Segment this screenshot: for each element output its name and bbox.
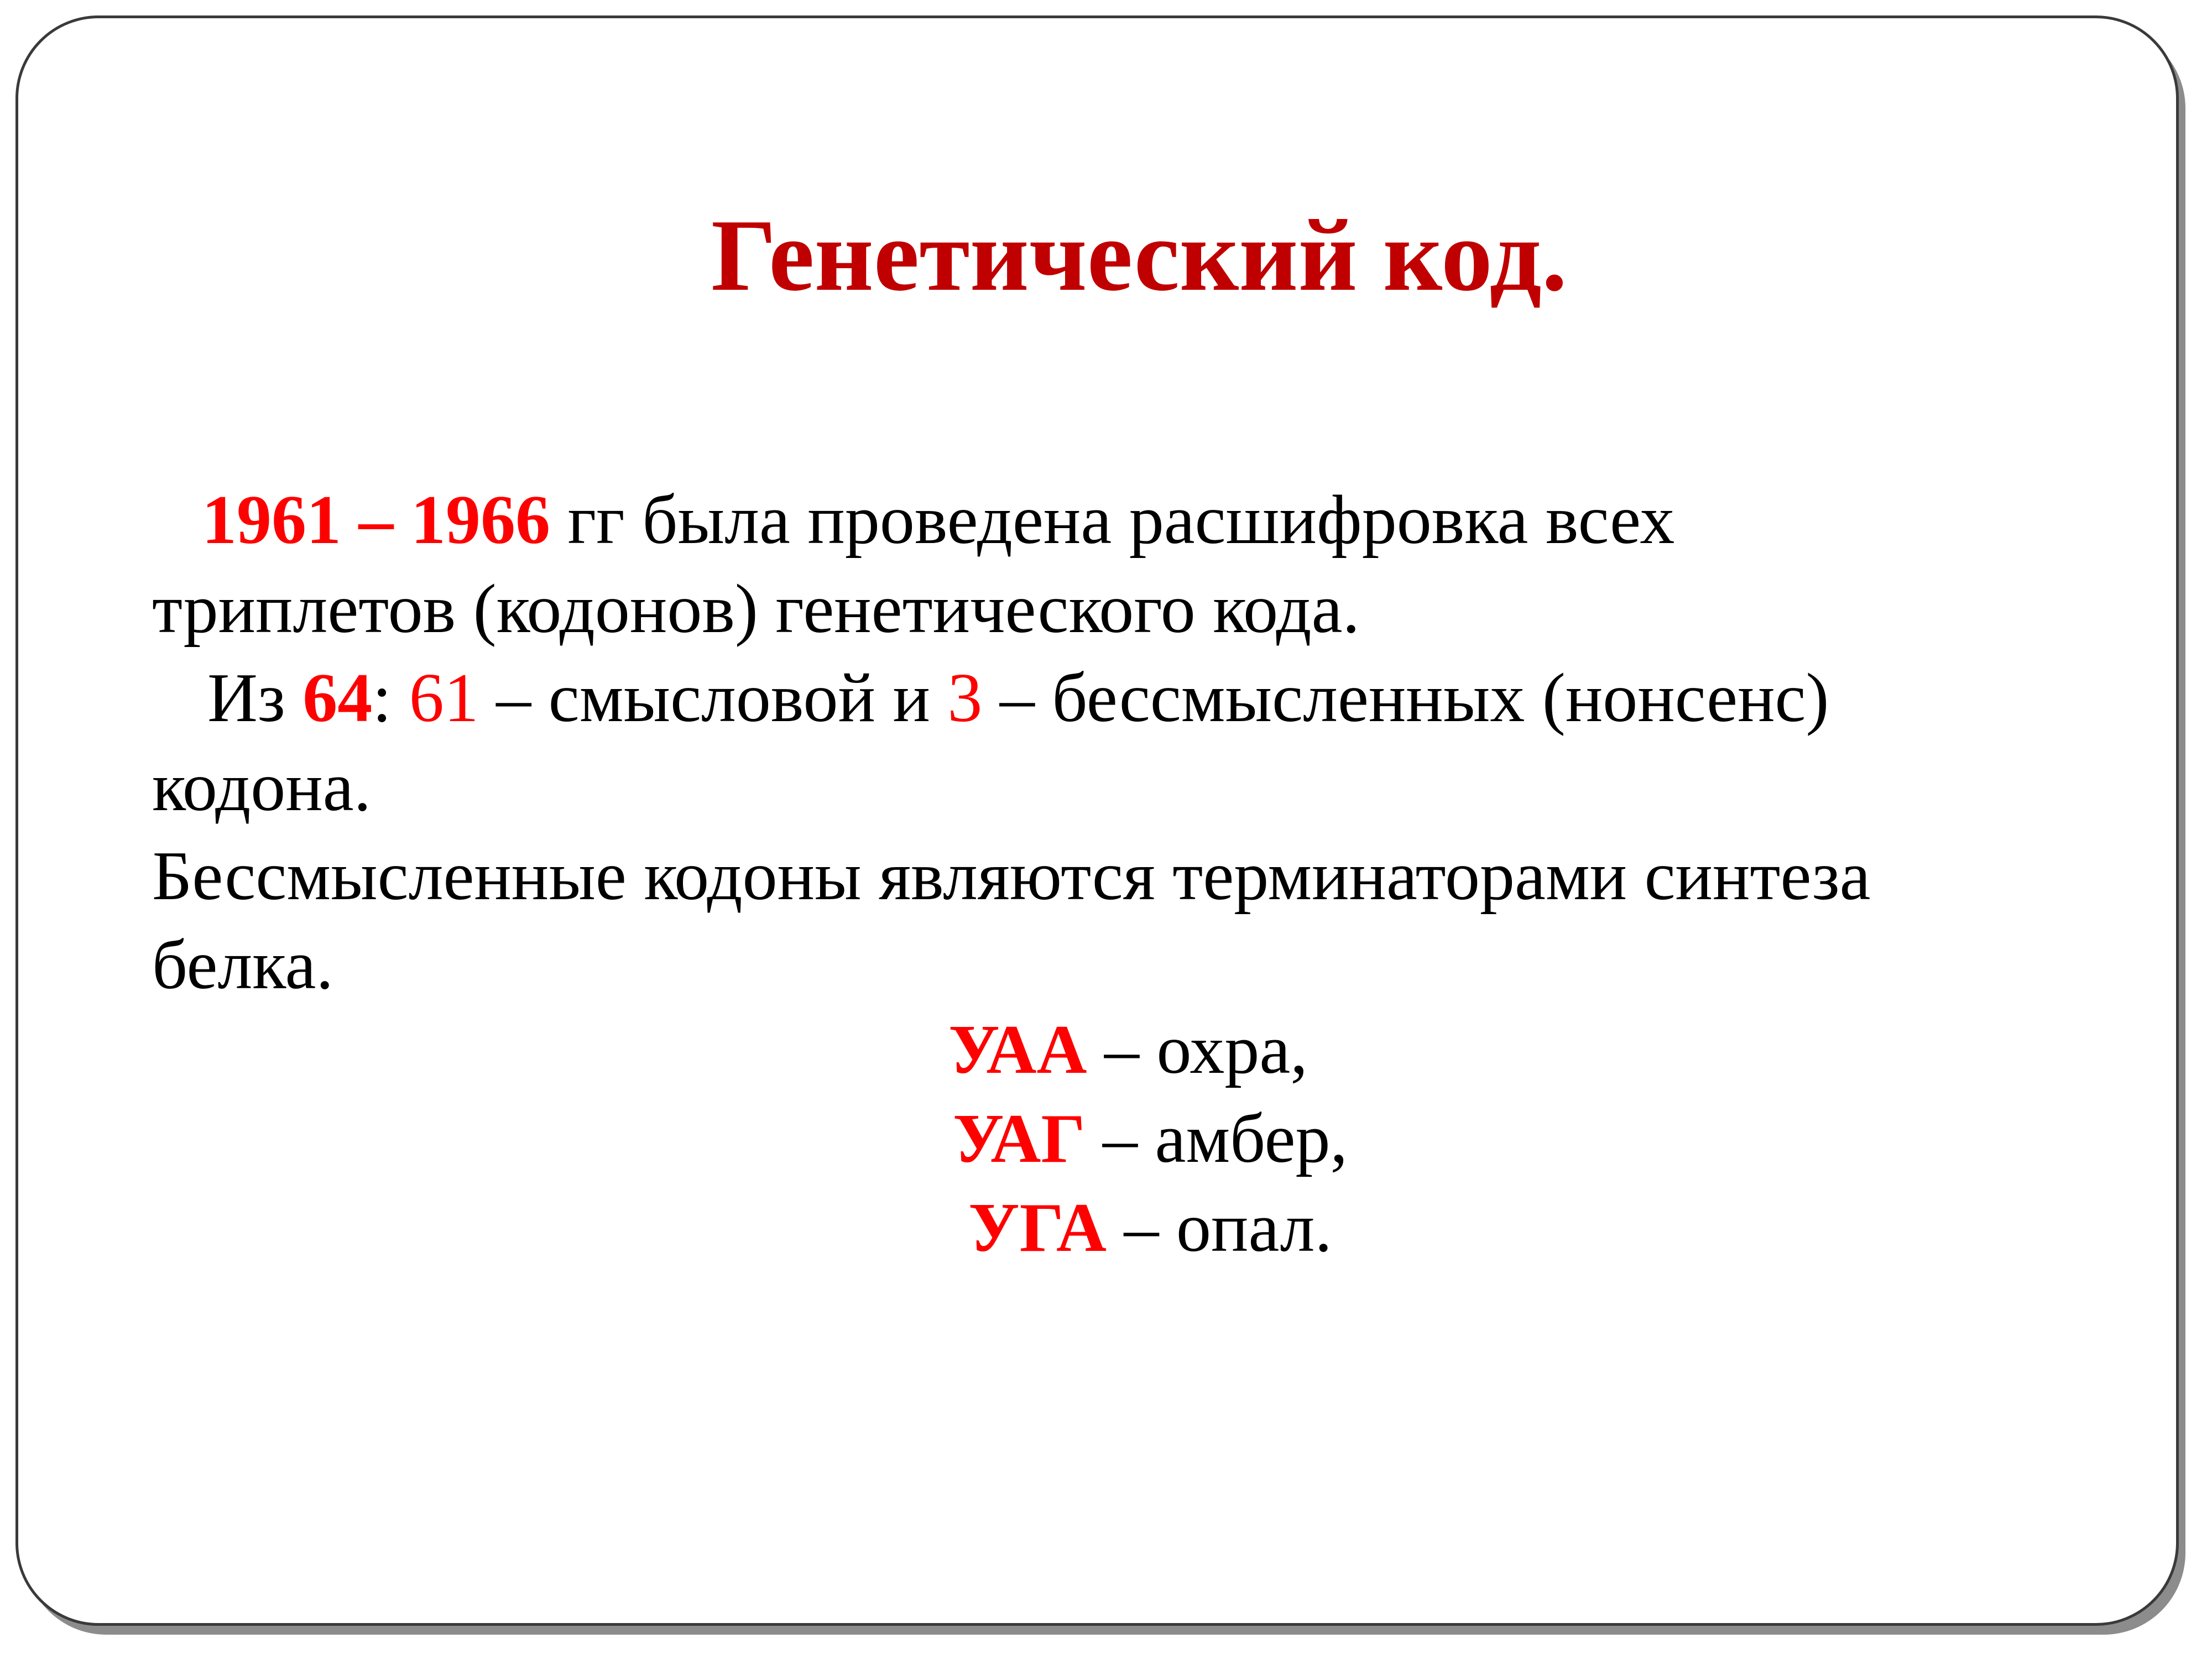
- total-count: 64: [302, 660, 373, 737]
- counts-colon: :: [372, 660, 409, 737]
- codon-name: – амбер,: [1085, 1100, 1348, 1177]
- slide-title: Генетический код.: [711, 199, 1568, 312]
- list-item: [0, 1094, 2212, 1183]
- paragraph1-line1: гг была проведена расшифровка всех: [550, 482, 1675, 559]
- slide-body: [152, 476, 2060, 1010]
- paragraph2-line2: кодона.: [152, 749, 372, 826]
- codon-label: УАА: [948, 1011, 1087, 1088]
- paragraph3-line2: белка.: [152, 927, 333, 1004]
- list-item: [0, 1183, 2212, 1272]
- paragraph3-line1: Бессмысленные кодоны являются терминаторами синтеза: [152, 838, 1871, 915]
- paragraph-decoding-years: [152, 476, 2060, 565]
- stop-codon-list: [0, 1005, 2212, 1272]
- codon-name: – опал.: [1107, 1190, 1332, 1266]
- codon-label: УГА: [968, 1190, 1107, 1266]
- paragraph1-line2: триплетов (кодонов) генетического кода.: [152, 571, 1360, 648]
- sense-count: 61: [409, 660, 479, 737]
- sense-text: – смысловой и: [478, 660, 948, 737]
- list-item: [0, 1005, 2212, 1094]
- paragraph-codon-counts: [152, 654, 2060, 743]
- codon-name: – охра,: [1087, 1011, 1308, 1088]
- nonsense-count: 3: [947, 660, 983, 737]
- years-highlight: 1961 – 1966: [202, 482, 550, 559]
- codon-label: УАГ: [952, 1100, 1086, 1177]
- nonsense-text: – бессмысленных (нонсенс): [982, 660, 1829, 737]
- counts-prefix: Из: [207, 660, 303, 737]
